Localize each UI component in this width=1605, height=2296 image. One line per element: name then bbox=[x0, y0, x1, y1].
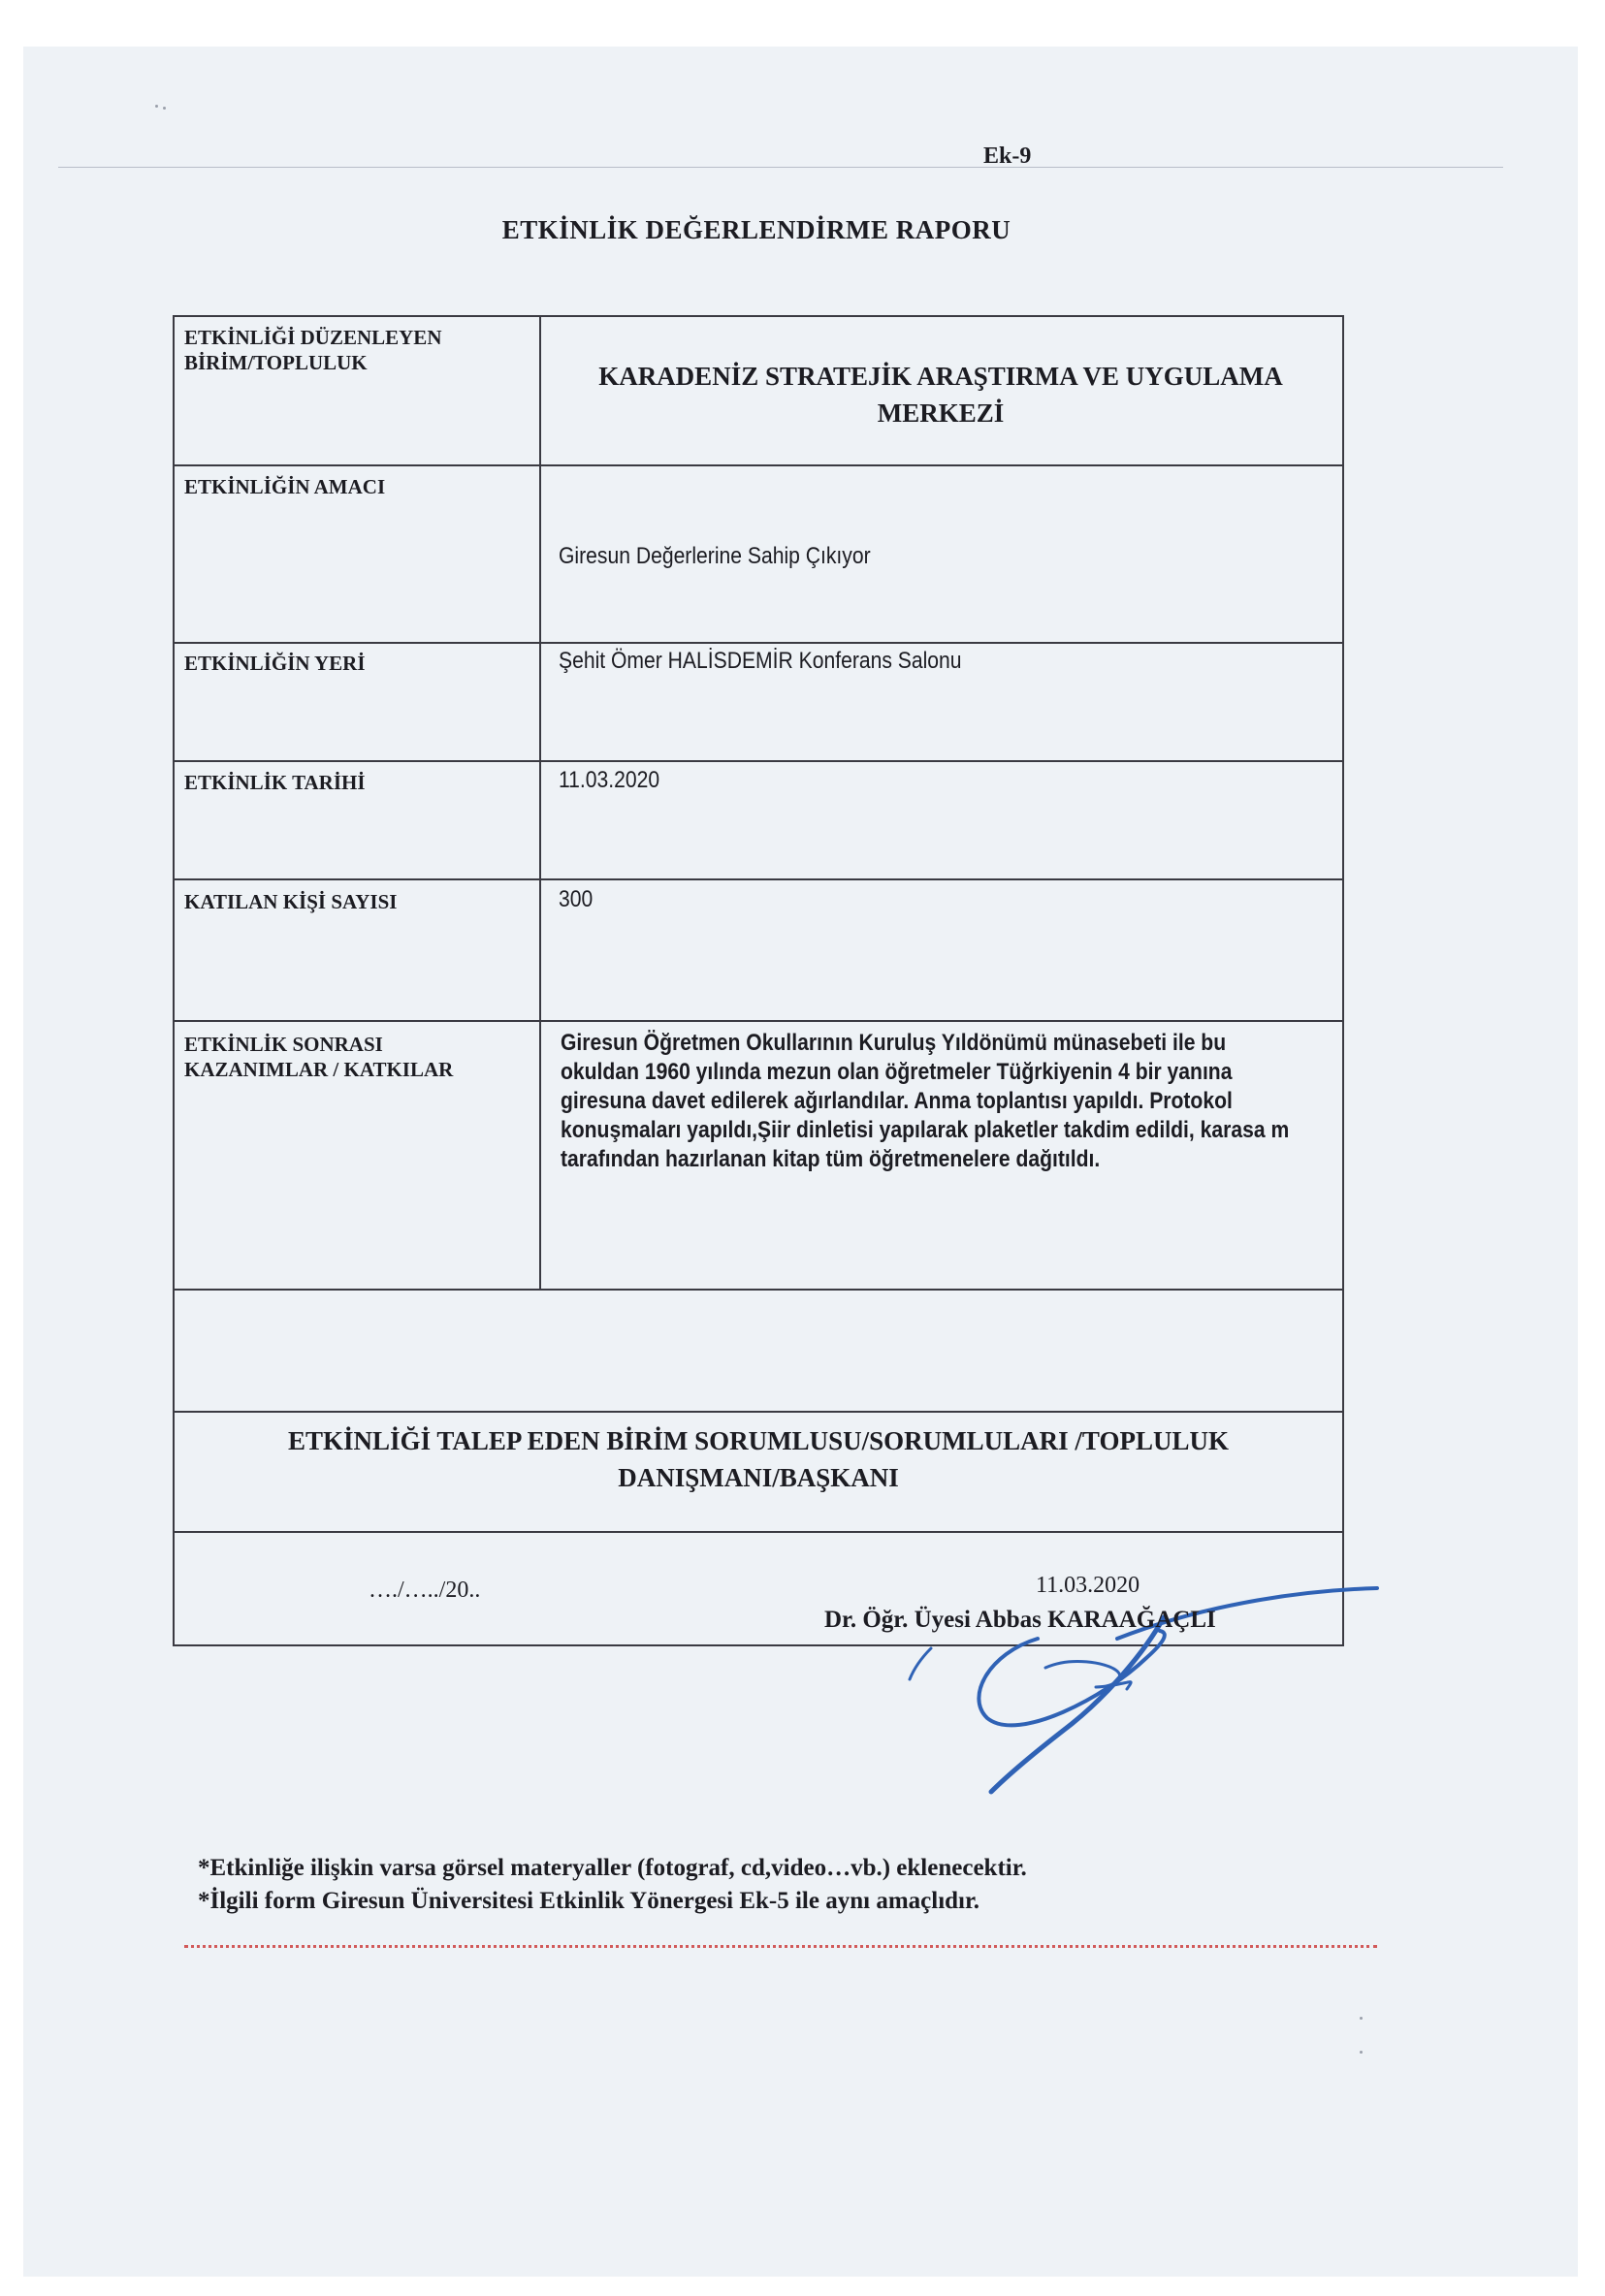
signer-name: Dr. Öğr. Üyesi Abbas KARAAĞAÇLI bbox=[824, 1607, 1216, 1633]
row-divider bbox=[175, 760, 1342, 762]
organizer-value: KARADENİZ STRATEJİK ARAŞTIRMA VE UYGULAMA MERKEZİ bbox=[598, 362, 1283, 428]
attendees-value: 300 bbox=[559, 886, 594, 912]
row-divider bbox=[175, 1411, 1342, 1413]
outcomes-label: ETKİNLİK SONRASI KAZANIMLAR / KATKILAR bbox=[184, 1033, 454, 1081]
row-divider bbox=[175, 642, 1342, 644]
responsible-heading: ETKİNLİĞİ TALEP EDEN BİRİM SORUMLUSU/SORUMLULARI /TOPLULUK DANIŞMANI/BAŞKANI bbox=[288, 1426, 1229, 1492]
footnote-line: *Etkinliğe ilişkin varsa görsel materyaller (fotograf, cd,video…vb.) eklenecektir. bbox=[198, 1855, 1027, 1881]
row-divider bbox=[175, 878, 1342, 880]
footnote-line: *İlgili form Giresun Üniversitesi Etkinlik Yönergesi Ek-5 ile aynı amaçlıdır. bbox=[198, 1888, 980, 1914]
column-divider bbox=[539, 317, 541, 1289]
blank-date-placeholder: …./…../20.. bbox=[369, 1578, 481, 1603]
purpose-value: Giresun Değerlerine Sahip Çıkıyor bbox=[559, 543, 871, 569]
place-label: ETKİNLİĞİN YERİ bbox=[184, 652, 366, 675]
scan-speck bbox=[1360, 2051, 1363, 2054]
row-divider bbox=[175, 1020, 1342, 1022]
footnotes bbox=[198, 1852, 1027, 1918]
scan-speck bbox=[1360, 2017, 1363, 2020]
annex-number: Ek-9 bbox=[983, 144, 1032, 169]
scan-speck bbox=[163, 107, 166, 110]
handwritten-signature bbox=[873, 1551, 1416, 1833]
evaluation-form bbox=[173, 315, 1344, 1646]
place-value: Şehit Ömer HALİSDEMİR Konferans Salonu bbox=[559, 648, 962, 674]
header-rule bbox=[58, 167, 1503, 168]
organizer-label: ETKİNLİĞİ DÜZENLEYEN BİRİM/TOPLULUK bbox=[184, 326, 442, 374]
row-divider bbox=[175, 1531, 1342, 1533]
date-label: ETKİNLİK TARİHİ bbox=[184, 771, 366, 794]
purpose-label: ETKİNLİĞİN AMACI bbox=[184, 475, 386, 498]
date-value: 11.03.2020 bbox=[559, 767, 660, 793]
document-title: ETKİNLİK DEĞERLENDİRME RAPORU bbox=[501, 215, 1011, 244]
scan-speck bbox=[155, 105, 158, 108]
signature-date: 11.03.2020 bbox=[1036, 1573, 1140, 1598]
outcomes-value: Giresun Öğretmen Okullarının Kuruluş Yıldönümü münasebeti ile bu okuldan 1960 yılında mezun olan öğretmeler Tüğrkiyenin 4 bir yanına giresuna davet edilerek ağırlandılar. Anma toplantısı yapıldı. Protokol konuşmaları yapıldı,Şiir dinletisi yapılarak plaketler takdim edildi, karasa m tarafından hazırlanan kitap tüm öğretmenelere dağıtıldı. bbox=[561, 1030, 1290, 1172]
attendees-label: KATILAN KİŞİ SAYISI bbox=[184, 890, 398, 913]
dotted-separator bbox=[184, 1945, 1377, 1948]
row-divider bbox=[175, 464, 1342, 466]
row-divider bbox=[175, 1289, 1342, 1291]
